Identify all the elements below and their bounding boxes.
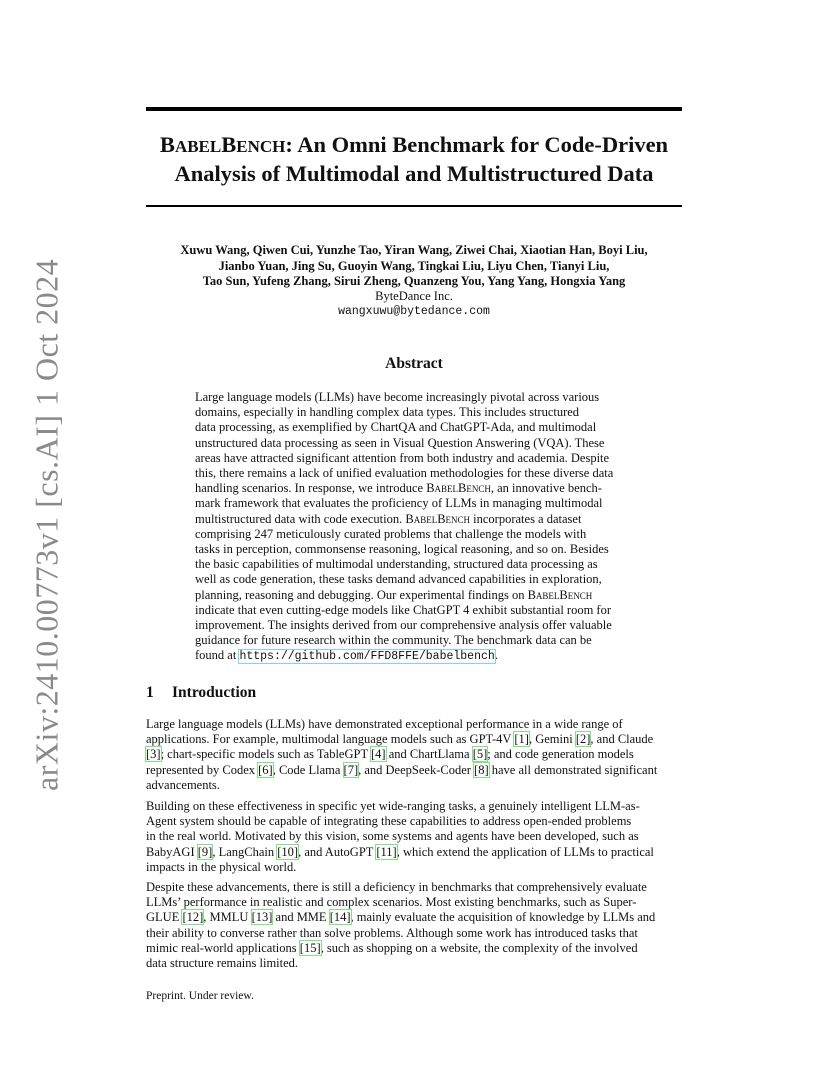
title-line-2: Analysis of Multimodal and Multistructured Data <box>174 161 654 186</box>
citation-link[interactable]: [3] <box>146 747 161 762</box>
body-line: Agent system should be capable of integrating these capabilities to address open-ended problems <box>146 814 632 829</box>
abstract-line: handling scenarios. In response, we introduce BabelBench, an innovative bench- <box>195 481 602 496</box>
abstract-line: this, there remains a lack of unified evaluation methodologies for these diverse data <box>195 466 614 481</box>
arxiv-identifier: arXiv:2410.00773v1 [cs.AI] 1 Oct 2024 <box>28 258 65 792</box>
abstract-line: indicate that even cutting-edge models like ChatGPT 4 exhibit substantial room for <box>195 602 611 617</box>
citation-link[interactable]: [10] <box>277 844 299 859</box>
section-number: 1 <box>146 684 154 701</box>
github-link[interactable]: https://github.com/FFD8FFE/babelbench <box>239 650 495 664</box>
abstract-line: unstructured data processing as seen in Visual Question Answering (VQA). These <box>195 435 605 450</box>
citation-link[interactable]: [7] <box>343 762 359 777</box>
section-title: Introduction <box>172 684 257 701</box>
intro-paragraph-3 <box>146 880 683 971</box>
preprint-footer: Preprint. Under review. <box>146 990 254 1002</box>
abstract-line: guidance for future research within the community. The benchmark data can be <box>195 633 592 648</box>
abstract-line: comprising 247 meticulously curated problems that challenge the models with <box>195 526 587 541</box>
abstract-line: improvement. The insights derived from our comprehensive analysis offer valuable <box>195 618 612 633</box>
body-line: GLUE [12], MMLU [13] and MME [14], mainly evaluate the acquisition of knowledge by LLMs and <box>146 910 656 925</box>
benchmark-name: BabelBench <box>405 511 471 526</box>
body-line: in the real world. Motivated by this vision, some systems and agents have been developed, such as <box>146 829 639 844</box>
benchmark-name: BabelBench <box>426 481 491 496</box>
abstract-line: well as code generation, these tasks demand advanced capabilities in exploration, <box>195 572 602 587</box>
abstract-line: domains, especially in handling complex data types. This includes structured <box>195 405 580 420</box>
citation-link[interactable]: [1] <box>514 732 529 747</box>
author-list <box>146 243 682 290</box>
citation-link[interactable]: [6] <box>258 762 273 777</box>
title-line-1: BABELBENCH: An Omni Benchmark for Code-Driven <box>159 132 669 157</box>
citation-link[interactable]: [11] <box>376 844 397 859</box>
citation-link[interactable]: [9] <box>197 844 213 859</box>
abstract-line: the basic capabilities of multimodal understanding, structured data processing as <box>195 557 598 572</box>
body-line: [3]; chart-specific models such as TableGPT [4] and ChartLlama [5]; and code generation models <box>146 747 634 762</box>
abstract-line: data processing, as exemplified by ChartQA and ChatGPT-Ada, and multimodal <box>195 420 597 435</box>
author-line: Xuwu Wang, Qiwen Cui, Yunzhe Tao, Yiran Wang, Ziwei Chai, Xiaotian Han, Boyi Liu, <box>180 243 648 257</box>
author-line: Tao Sun, Yufeng Zhang, Sirui Zheng, Quanzeng You, Yang Yang, Hongxia Yang <box>202 274 626 288</box>
abstract-heading: Abstract <box>385 355 443 372</box>
benchmark-name: BabelBench <box>527 587 593 602</box>
citation-link[interactable]: [8] <box>474 762 489 777</box>
abstract-line: tasks in perception, commonsense reasoning, logical reasoning, and so on. Besides <box>195 542 609 557</box>
body-line: BabyAGI [9], LangChain [10], and AutoGPT [11], which extend the application of LLMs to practical <box>146 844 654 859</box>
abstract-line: planning, reasoning and debugging. Our experimental findings on BabelBench <box>195 587 593 602</box>
abstract-line: Large language models (LLMs) have become increasingly pivotal across various <box>195 390 600 404</box>
body-line: Building on these effectiveness in specific yet wide-ranging tasks, a genuinely intelligent LLM-as- <box>146 799 640 813</box>
intro-paragraph-1 <box>146 717 683 793</box>
title-top-rule <box>146 107 682 111</box>
citation-link[interactable]: [14] <box>329 910 351 925</box>
paper-title <box>146 131 682 187</box>
body-line: impacts in the physical world. <box>146 859 297 874</box>
citation-link[interactable]: [4] <box>371 747 386 762</box>
abstract-line: mark framework that evaluates the proficiency of LLMs in managing multimodal <box>195 496 603 511</box>
body-line: applications. For example, multimodal language models such as GPT-4V [1], Gemini [2], and Claude <box>146 732 654 747</box>
abstract-line: found at https://github.com/FFD8FFE/babelbench. <box>195 648 498 664</box>
citation-link[interactable]: [15] <box>299 940 321 955</box>
citation-link[interactable]: [5] <box>472 747 488 762</box>
body-line: advancements. <box>146 777 220 792</box>
affiliation: ByteDance Inc. <box>375 289 453 303</box>
contact-email[interactable]: wangxuwu@bytedance.com <box>338 305 490 318</box>
body-line: mimic real-world applications [15], such as shopping on a website, the complexity of the involved <box>146 940 638 955</box>
body-line: Despite these advancements, there is still a deficiency in benchmarks that comprehensively evaluate <box>146 880 647 894</box>
title-bottom-rule <box>146 205 682 207</box>
citation-link[interactable]: [13] <box>251 910 273 925</box>
body-line: represented by Codex [6], Code Llama [7], and DeepSeek-Coder [8] have all demonstrated significant <box>146 762 658 777</box>
citation-link[interactable]: [12] <box>182 910 204 925</box>
abstract-line: areas have attracted significant attention from both industry and academia. Despite <box>195 450 610 465</box>
abstract-body <box>195 390 637 665</box>
author-line: Jianbo Yuan, Jing Su, Guoyin Wang, Tingkai Liu, Liyu Chen, Tianyi Liu, <box>218 258 610 273</box>
abstract-line: multistructured data with code execution. BabelBench incorporates a dataset <box>195 511 582 526</box>
section-heading <box>146 684 256 702</box>
citation-link[interactable]: [2] <box>575 732 591 747</box>
intro-paragraph-2 <box>146 799 683 875</box>
body-line: Large language models (LLMs) have demonstrated exceptional performance in a wide range of <box>146 717 623 731</box>
body-line: data structure remains limited. <box>146 956 299 971</box>
body-line: LLMs’ performance in realistic and complex scenarios. Most existing benchmarks, such as Super- <box>146 895 637 910</box>
body-line: their ability to converse rather than solve problems. Although some work has introduced tasks that <box>146 925 638 940</box>
